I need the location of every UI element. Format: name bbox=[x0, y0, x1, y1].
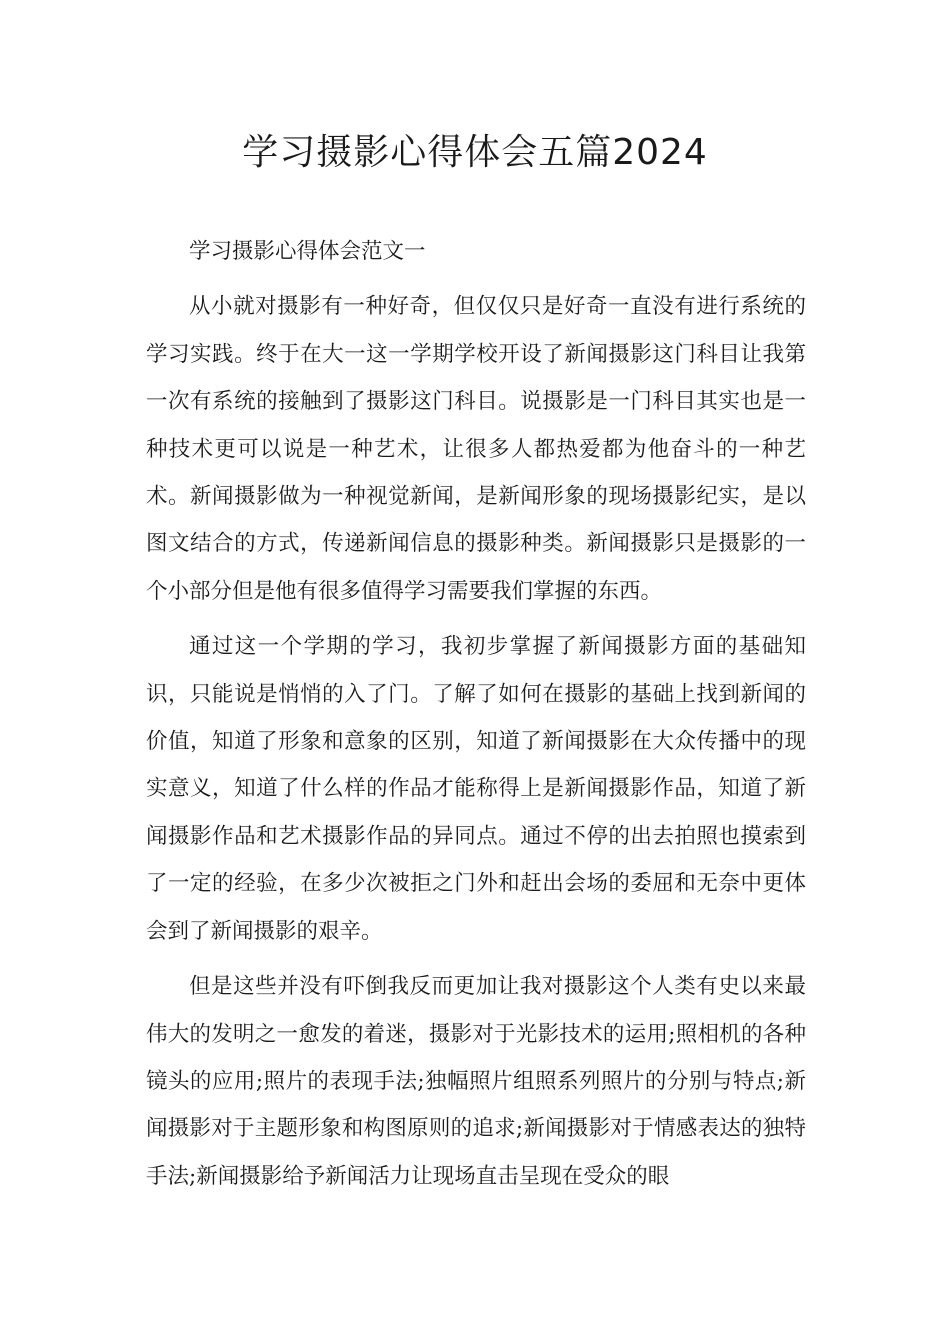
document-title: 学习摄影心得体会五篇2024 bbox=[242, 132, 708, 173]
section-heading: 学习摄影心得体会范文一 bbox=[189, 239, 426, 264]
document-body bbox=[146, 228, 806, 1200]
paragraph: 通过这一个学期的学习，我初步掌握了新闻摄影方面的基础知识，只能说是悄悄的入了门。了解了如何在摄影的基础上找到新闻的价值，知道了形象和意象的区别，知道了新闻摄影在大众传播中的现实意义，知道了什么样的作品才能称得上是新闻摄影作品，知道了新闻摄影作品和艺术摄影作品的异同点。通过不停的出去拍照也摸索到了一定的经验，在多少次被拒之门外和赶出会场的委屈和无奈中更体会到了新闻摄影的艰辛。 bbox=[146, 634, 806, 944]
paragraph: 从小就对摄影有一种好奇，但仅仅只是好奇一直没有进行系统的学习实践。终于在大一这一学期学校开设了新闻摄影这门科目让我第一次有系统的接触到了摄影这门科目。说摄影是一门科目其实也是一种技术更可以说是一种艺术，让很多人都热爱都为他奋斗的一种艺术。新闻摄影做为一种视觉新闻，是新闻形象的现场摄影纪实，是以图文结合的方式，传递新闻信息的摄影种类。新闻摄影只是摄影的一个小部分但是他有很多值得学习需要我们掌握的东西。 bbox=[146, 294, 806, 604]
paragraph: 但是这些并没有吓倒我反而更加让我对摄影这个人类有史以来最伟大的发明之一愈发的着迷，摄影对于光影技术的运用;照相机的各种镜头的应用;照片的表现手法;独幅照片组照系列照片的分别与特点;新闻摄影对于主题形象和构图原则的追求;新闻摄影对于情感表达的独特手法;新闻摄影给予新闻活力让现场直击呈现在受众的眼 bbox=[146, 974, 806, 1189]
